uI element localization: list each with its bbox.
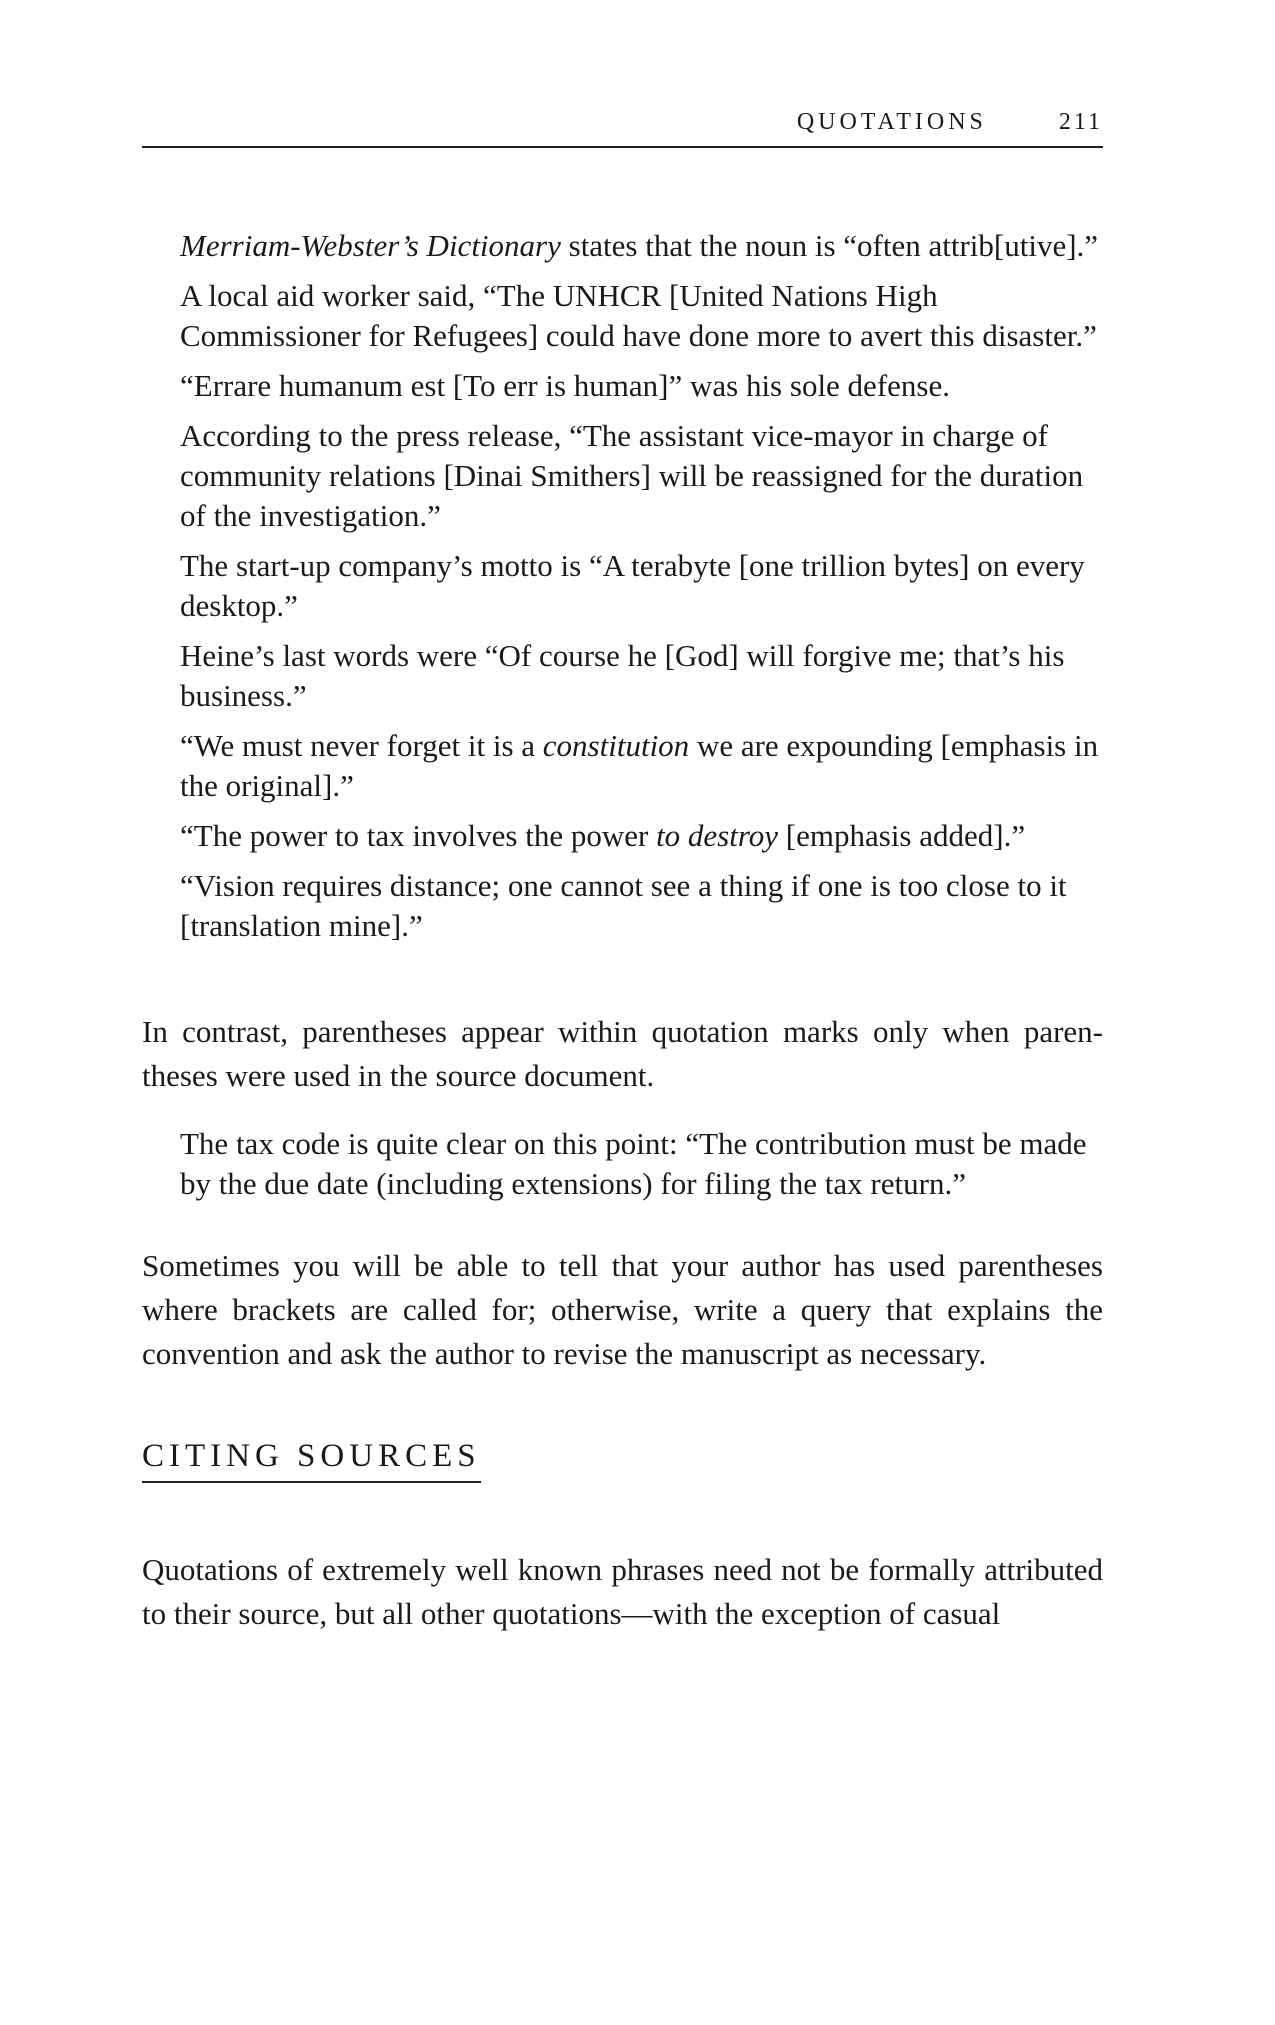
example-quote: The tax code is quite clear on this point: “The contribution must be made by the due date (including extensions) for filing the tax return.” [180,1126,1087,1201]
page-body [142,226,1103,1636]
body-paragraph: Quotations of extremely well known phrases need not be formally attributed to their source, but all other quotations—with the exception of casual [142,1552,1103,1632]
example-quote: Heine’s last words were “Of course he [God] will forgive me; that’s his business.” [180,638,1065,713]
running-title: QUOTATIONS [796,109,987,135]
example-quote: According to the press release, “The assistant vice-mayor in charge of community relations [Dinai Smithers] will be reassigned for the duration of the investigation.” [180,418,1084,533]
example-quote: The start-up company’s motto is “A terabyte [one trillion bytes] on every desktop.” [180,548,1085,623]
body-paragraph: Sometimes you will be able to tell that your author has used parentheses where brackets are called for; otherwise, write a query that explains the convention and ask the author to revise the manuscript as necessary. [142,1248,1103,1371]
example-list [142,226,1103,946]
example-quote: A local aid worker said, “The UNHCR [United Nations High Commissioner for Refugees] could have done more to avert this disaster.” [180,278,1097,353]
example-quote: Merriam-Webster’s Dictionary states that the noun is “often attrib[utive].” [180,228,1099,263]
example-quote: “We must never forget it is a constitution we are expounding [emphasis in the original].” [180,728,1099,803]
page-number: 211 [1058,109,1103,135]
section-heading: CITING SOURCES [142,1438,481,1483]
body-paragraph: In contrast, parentheses appear within quotation marks only when parentheses were used in the source document. [142,1014,1103,1093]
example-quote: “Vision requires distance; one cannot see a thing if one is too close to it [translation mine].” [180,868,1067,943]
example-quote: “Errare humanum est [To err is human]” was his sole defense. [180,368,950,403]
running-head [142,108,1103,148]
example-list [142,1124,1103,1204]
example-quote: “The power to tax involves the power to destroy [emphasis added].” [180,818,1026,853]
